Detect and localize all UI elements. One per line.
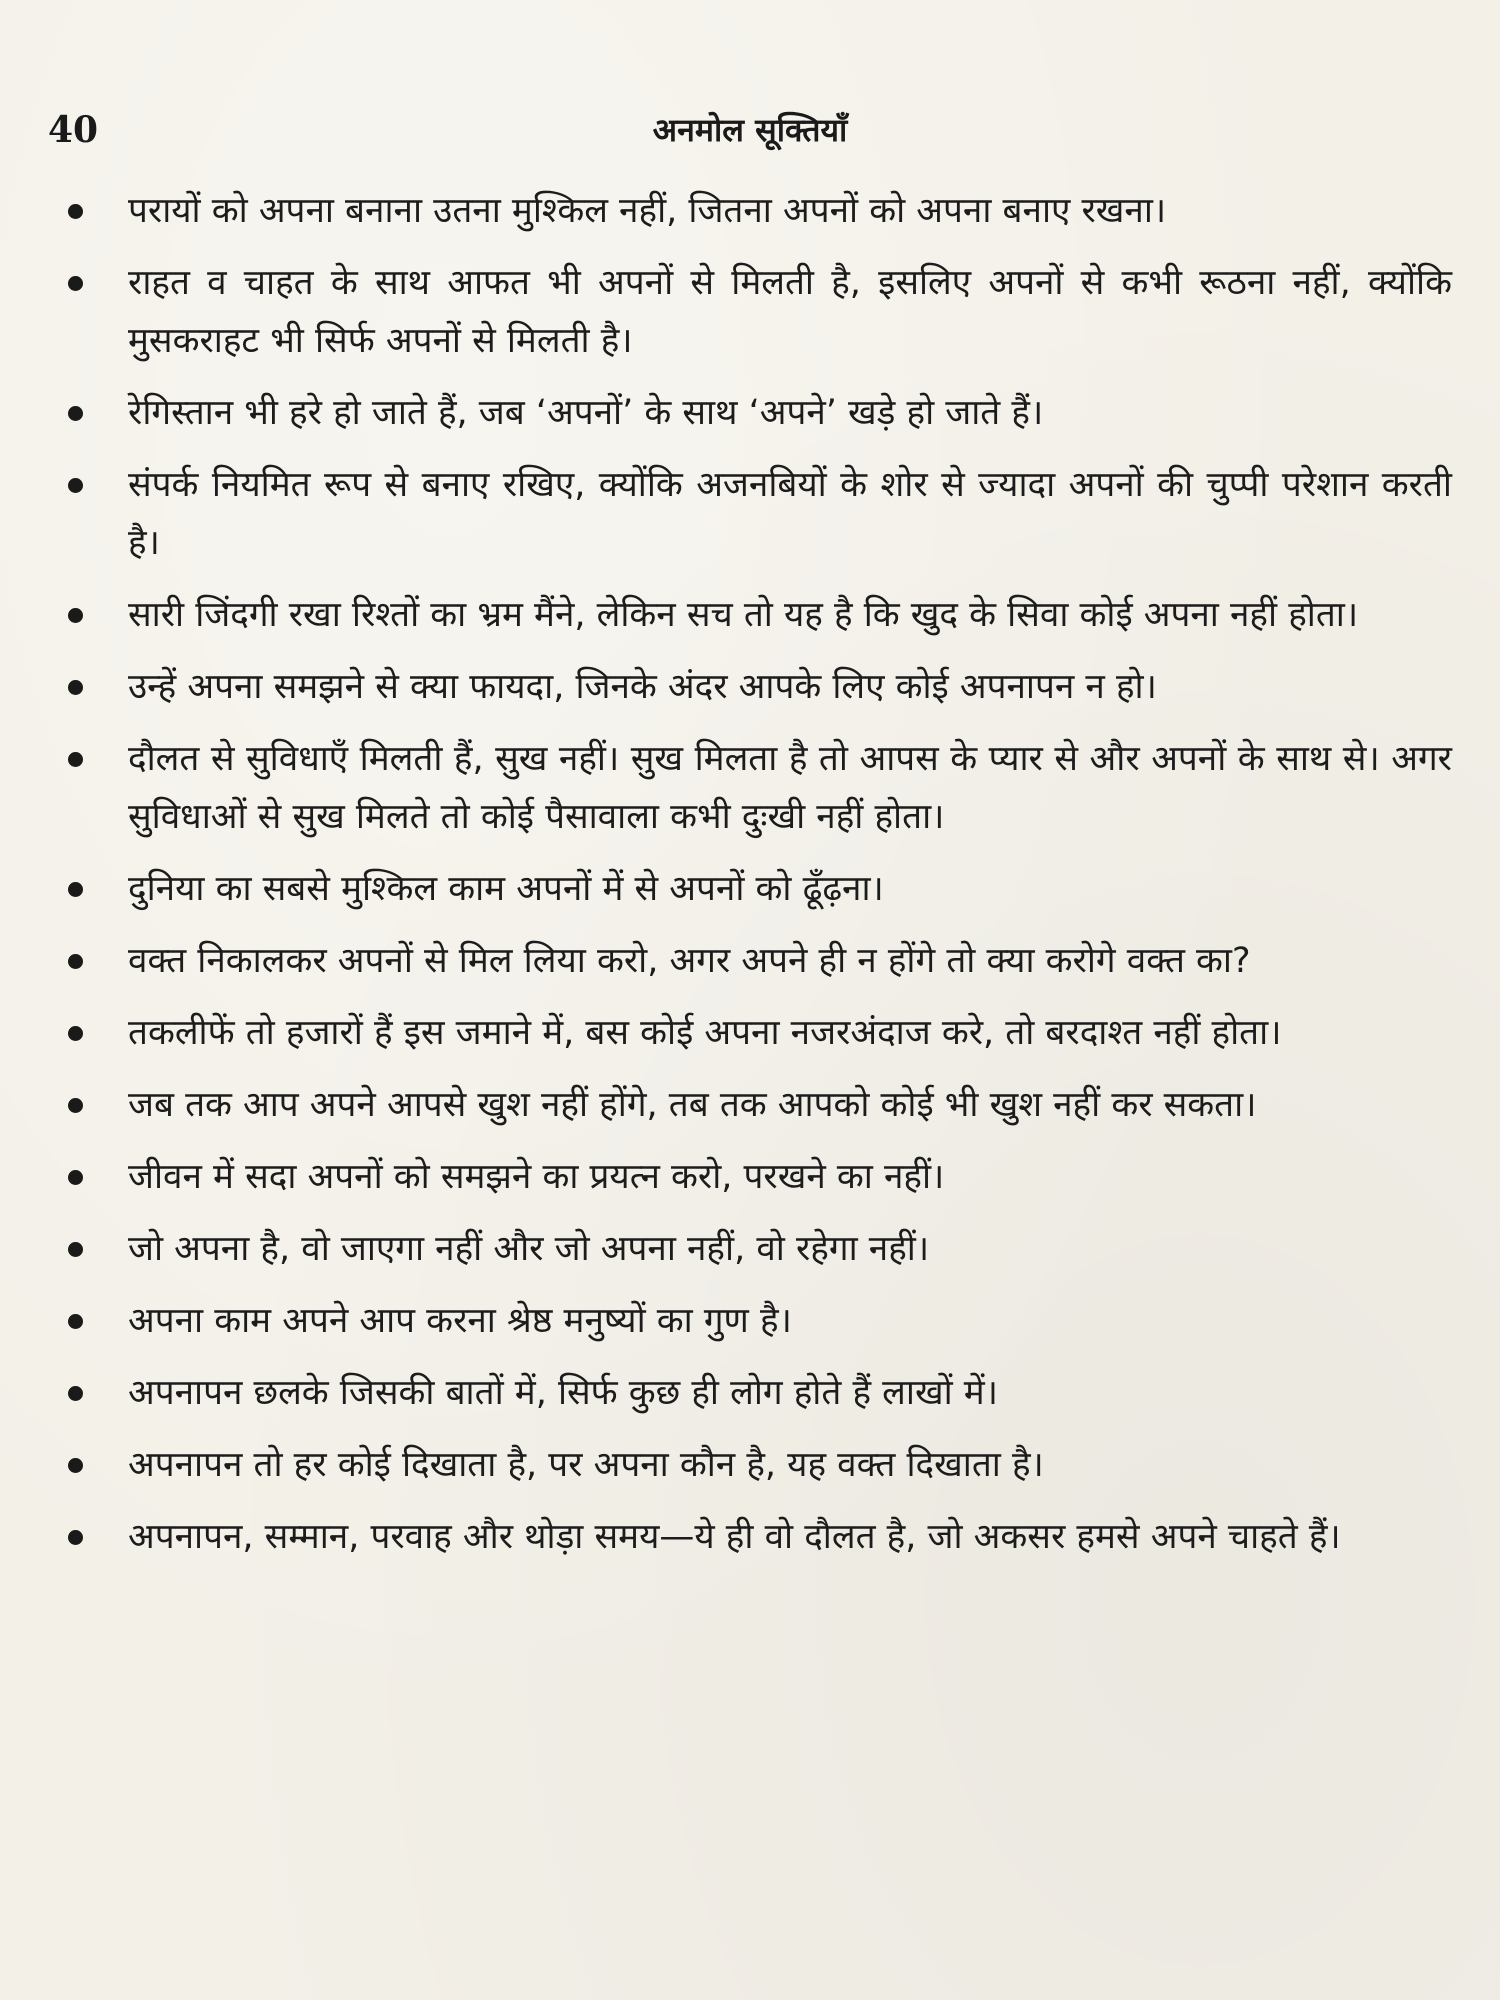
bullet-icon <box>68 954 83 969</box>
quote-item <box>62 1148 1452 1206</box>
quote-text: वक्त निकालकर अपनों से मिल लिया करो, अगर अपने ही न होंगे तो क्या करोगे वक्त का? <box>128 941 1251 981</box>
quote-item <box>62 254 1452 370</box>
quote-item <box>62 932 1452 990</box>
bullet-icon <box>68 478 83 493</box>
bullet-icon <box>68 1314 83 1329</box>
quote-text: परायों को अपना बनाना उतना मुश्किल नहीं, जितना अपनों को अपना बनाए रखना। <box>128 191 1167 231</box>
bullet-icon <box>68 1098 83 1113</box>
bullet-icon <box>68 204 83 219</box>
quote-item <box>62 1364 1452 1422</box>
quote-item <box>62 456 1452 572</box>
bullet-icon <box>68 752 83 767</box>
quote-item <box>62 1076 1452 1134</box>
quote-text: रेगिस्तान भी हरे हो जाते हैं, जब ‘अपनों’ के साथ ‘अपने’ खड़े हो जाते हैं। <box>128 393 1044 433</box>
bullet-icon <box>68 1026 83 1041</box>
quote-item <box>62 860 1452 918</box>
quote-text: सारी जिंदगी रखा रिश्तों का भ्रम मैंने, लेकिन सच तो यह है कि खुद के सिवा कोई अपना नहीं होता। <box>128 595 1359 635</box>
quote-text: जब तक आप अपने आपसे खुश नहीं होंगे, तब तक आपको कोई भी खुश नहीं कर सकता। <box>128 1085 1257 1125</box>
quote-item <box>62 1436 1452 1494</box>
book-title: अनमोल सूक्तियाँ <box>652 111 848 149</box>
bullet-icon <box>68 1386 83 1401</box>
quote-text: अपनापन छलके जिसकी बातों में, सिर्फ कुछ ही लोग होते हैं लाखों में। <box>128 1373 998 1413</box>
bullet-icon <box>68 1530 83 1545</box>
quote-text: अपना काम अपने आप करना श्रेष्ठ मनुष्यों का गुण है। <box>128 1301 792 1341</box>
quote-text: संपर्क नियमित रूप से बनाए रखिए, क्योंकि अजनबियों के शोर से ज्यादा अपनों की चुप्पी परेशान करती है। <box>128 465 1452 563</box>
page-number: 40 <box>48 109 99 151</box>
bullet-icon <box>68 1170 83 1185</box>
quote-text: तकलीफें तो हजारों हैं इस जमाने में, बस कोई अपना नजरअंदाज करे, तो बरदाश्त नहीं होता। <box>128 1013 1282 1053</box>
bullet-icon <box>68 406 83 421</box>
bullet-icon <box>68 276 83 291</box>
bullet-icon <box>68 608 83 623</box>
quote-text: राहत व चाहत के साथ आफत भी अपनों से मिलती है, इसलिए अपनों से कभी रूठना नहीं, क्योंकि मुसकराहट भी सिर्फ अपनों से मिलती है। <box>128 263 1452 361</box>
quote-item <box>62 1220 1452 1278</box>
quote-item <box>62 586 1452 644</box>
quote-item <box>62 1292 1452 1350</box>
quote-item <box>62 730 1452 846</box>
quote-item <box>62 658 1452 716</box>
bullet-icon <box>68 1242 83 1257</box>
quote-text: दौलत से सुविधाएँ मिलती हैं, सुख नहीं। सुख मिलता है तो आपस के प्यार से और अपनों के साथ से। अगर सुविधाओं से सुख मिलते तो कोई पैसावाला कभी दुःखी नहीं होता। <box>128 739 1452 837</box>
quote-text: दुनिया का सबसे मुश्किल काम अपनों में से अपनों को ढूँढ़ना। <box>128 869 884 909</box>
bullet-icon <box>68 882 83 897</box>
quote-list <box>62 182 1452 1580</box>
quote-text: जीवन में सदा अपनों को समझने का प्रयत्न करो, परखने का नहीं। <box>128 1157 945 1197</box>
quote-item <box>62 384 1452 442</box>
quote-item <box>62 1508 1452 1566</box>
quote-item <box>62 1004 1452 1062</box>
page-header <box>48 105 1452 155</box>
bullet-icon <box>68 680 83 695</box>
quote-text: अपनापन तो हर कोई दिखाता है, पर अपना कौन है, यह वक्त दिखाता है। <box>128 1445 1044 1485</box>
quote-text: अपनापन, सम्मान, परवाह और थोड़ा समय—ये ही वो दौलत है, जो अकसर हमसे अपने चाहते हैं। <box>128 1517 1341 1557</box>
quote-text: जो अपना है, वो जाएगा नहीं और जो अपना नहीं, वो रहेगा नहीं। <box>128 1229 930 1269</box>
quote-text: उन्हें अपना समझने से क्या फायदा, जिनके अंदर आपके लिए कोई अपनापन न हो। <box>128 667 1157 707</box>
quote-item <box>62 182 1452 240</box>
bullet-icon <box>68 1458 83 1473</box>
